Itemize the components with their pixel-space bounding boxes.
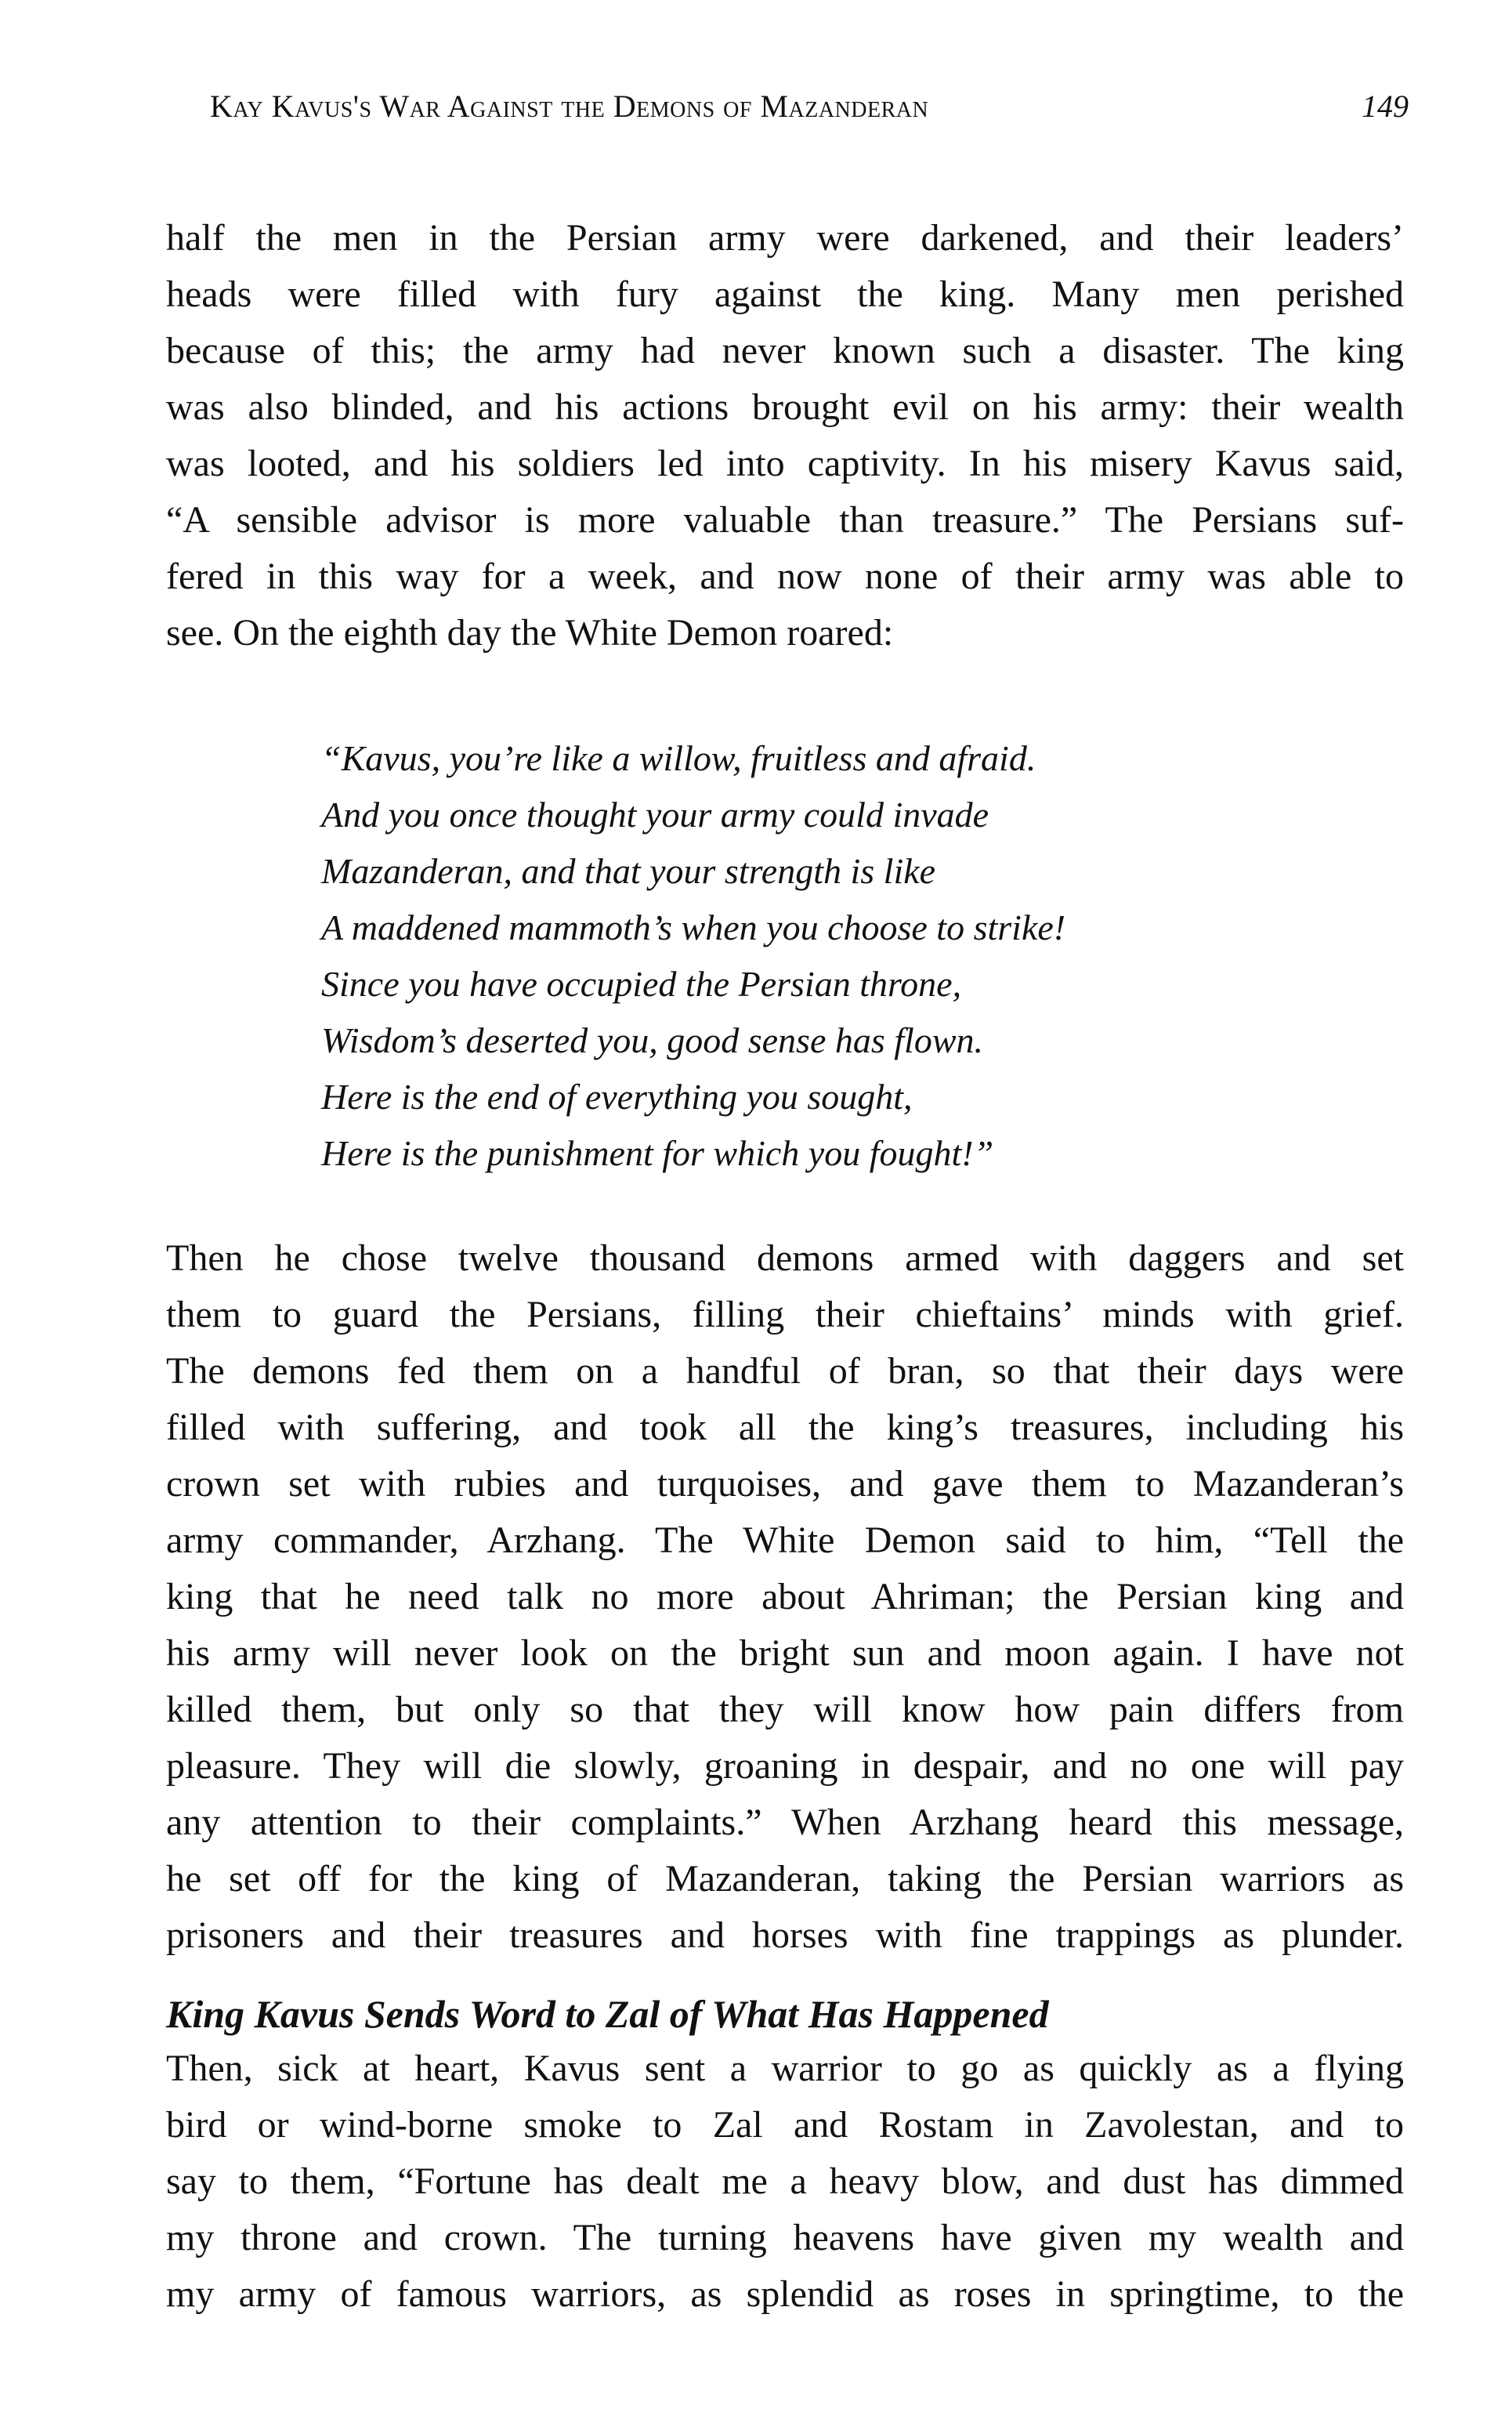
text-line: was also blinded, and his actions brought evil on his army: their wealth xyxy=(166,386,1404,428)
text-line: them to guard the Persians, filling their chieftains’ minds with grief. xyxy=(166,1294,1404,1335)
text-line: because of this; the army had never known such a disaster. The king xyxy=(166,330,1404,371)
text-line: army commander, Arzhang. The White Demon said to him, “Tell the xyxy=(166,1519,1404,1561)
text-line: half the men in the Persian army were darkened, and their leaders’ xyxy=(166,217,1404,259)
section-heading: King Kavus Sends Word to Zal of What Has Happened xyxy=(166,1992,1049,2036)
text-line: The demons fed them on a handful of bran, so that their days were xyxy=(166,1350,1404,1392)
section-paragraph xyxy=(166,2041,1404,2323)
text-line: Then, sick at heart, Kavus sent a warrior to go as quickly as a flying xyxy=(166,2048,1404,2089)
text-line: my army of famous warriors, as splendid as roses in springtime, to the xyxy=(166,2273,1404,2315)
text-line: my throne and crown. The turning heavens have given my wealth and xyxy=(166,2217,1404,2258)
verse-line: Since you have occupied the Persian throne, xyxy=(321,964,962,1004)
text-line: killed them, but only so that they will know how pain differs from xyxy=(166,1689,1404,1730)
text-line: say to them, “Fortune has dealt me a heavy blow, and dust has dimmed xyxy=(166,2160,1404,2202)
text-line: fered in this way for a week, and now none of their army was able to xyxy=(166,556,1404,597)
paragraph-1 xyxy=(166,210,1404,661)
page-number: 149 xyxy=(1362,89,1409,124)
text-line: king that he need talk no more about Ahriman; the Persian king and xyxy=(166,1576,1404,1617)
text-line: pleasure. They will die slowly, groaning in despair, and no one will pay xyxy=(166,1745,1404,1787)
text-line: any attention to their complaints.” When Arzhang heard this message, xyxy=(166,1802,1404,1843)
running-head xyxy=(210,88,1409,135)
text-line: “A sensible advisor is more valuable than treasure.” The Persians suf- xyxy=(166,499,1404,541)
text-line: was looted, and his soldiers led into captivity. In his misery Kavus said, xyxy=(166,443,1404,484)
text-line: heads were filled with fury against the king. Many men perished xyxy=(166,273,1404,315)
text-line: crown set with rubies and turquoises, and gave them to Mazanderan’s xyxy=(166,1463,1404,1505)
text-line: his army will never look on the bright sun and moon again. I have not xyxy=(166,1632,1404,1674)
verse-line: Wisdom’s deserted you, good sense has flown. xyxy=(321,1020,984,1060)
verse-line: Here is the end of everything you sought, xyxy=(321,1077,913,1117)
verse-block xyxy=(321,730,1261,1182)
text-line: Then he chose twelve thousand demons armed with daggers and set xyxy=(166,1237,1404,1279)
text-line: filled with suffering, and took all the king’s treasures, including his xyxy=(166,1407,1404,1448)
running-title: Kay Kavus's War Against the Demons of Mazanderan xyxy=(210,89,929,124)
verse-line: And you once thought your army could invade xyxy=(321,795,989,835)
verse-line: “Kavus, you’re like a willow, fruitless and afraid. xyxy=(321,738,1036,778)
text-line: prisoners and their treasures and horses with fine trappings as plunder. xyxy=(166,1914,1404,1956)
text-line: he set off for the king of Mazanderan, taking the Persian warriors as xyxy=(166,1858,1404,1900)
verse-line: Here is the punishment for which you fought!” xyxy=(321,1133,994,1173)
text-line: bird or wind-borne smoke to Zal and Rostam in Zavolestan, and to xyxy=(166,2104,1404,2146)
verse-line: Mazanderan, and that your strength is like xyxy=(321,851,936,891)
verse-line: A maddened mammoth’s when you choose to strike! xyxy=(321,907,1066,947)
text-line: see. On the eighth day the White Demon roared: xyxy=(166,612,894,654)
paragraph-2 xyxy=(166,1230,1404,1964)
